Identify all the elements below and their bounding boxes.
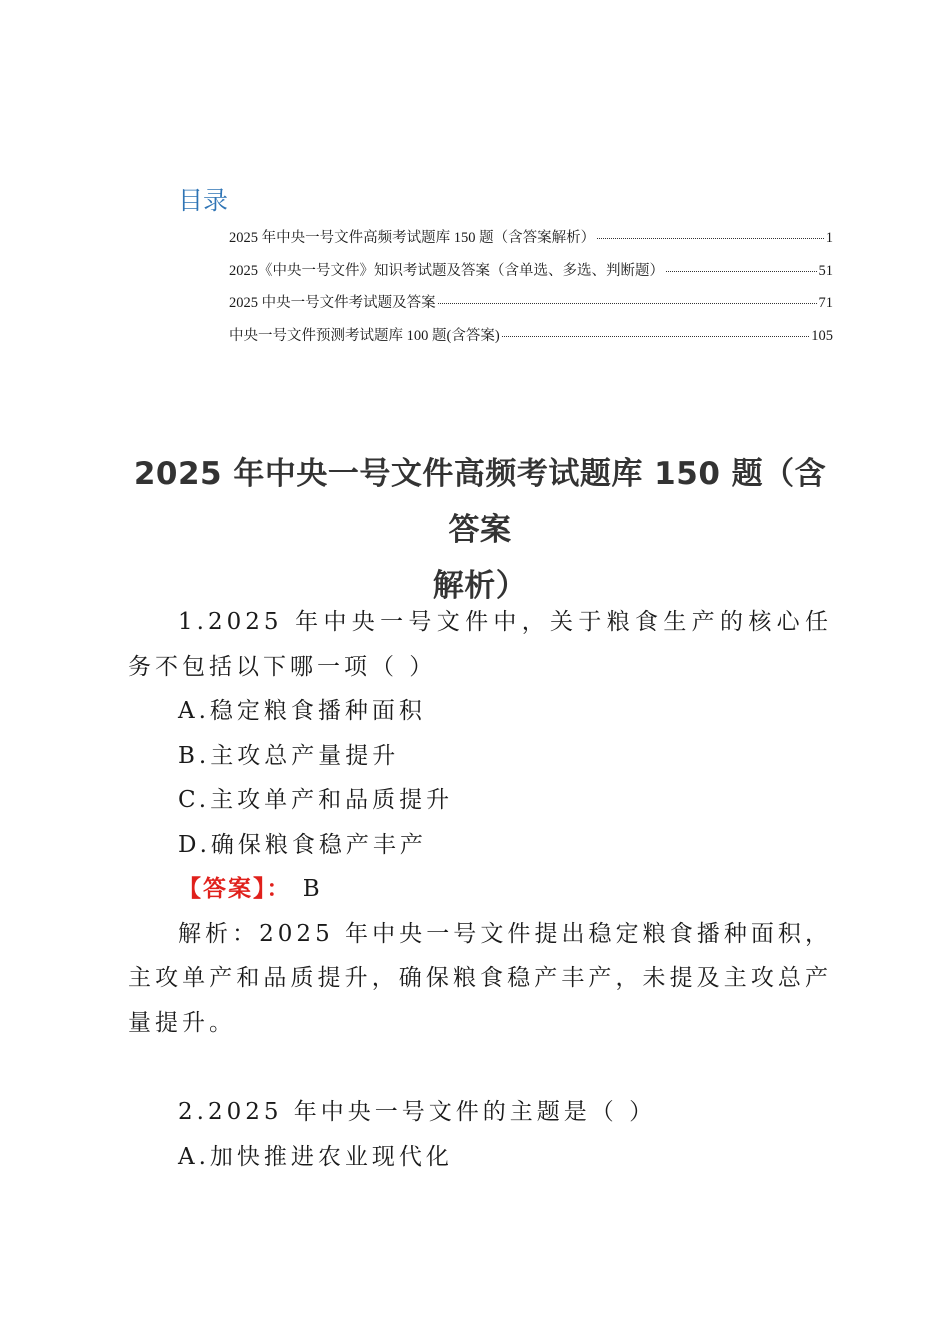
question-stem: 2.2025 年中央一号文件的主题是（ ） — [178, 1099, 657, 1125]
question-stem: 1.2025 年中央一号文件中，关于粮食生产的核心任务不包括以下哪一项（ ） — [128, 609, 832, 680]
table-of-contents — [229, 226, 833, 356]
document-title-line-1: 2025 年中央一号文件高频考试题库 150 题（含答案 — [133, 456, 827, 548]
question-option-b: B.主攻总产量提升 — [178, 742, 400, 769]
answer-value: B — [291, 876, 324, 902]
toc-entry-title: 中央一号文件预测考试题库 100 题(含答案) — [229, 327, 500, 344]
document-title — [120, 446, 840, 614]
toc-entry-title: 2025 中央一号文件考试题及答案 — [229, 295, 436, 311]
document-title-line-2: 解析） — [432, 568, 528, 604]
toc-entry-title: 2025 年中央一号文件高频考试题库 150 题（含答案解析） — [229, 230, 596, 246]
answer-line — [128, 867, 832, 912]
answer-label: 【答案】： — [178, 875, 292, 902]
question-option-a: A.稳定粮食播种面积 — [178, 698, 426, 724]
toc-leader-dots — [597, 238, 824, 239]
toc-entry-page: 1 — [825, 230, 833, 246]
question-option-d: D.确保粮食稳产丰产 — [178, 831, 427, 858]
toc-entry[interactable] — [229, 291, 833, 324]
toc-entry-page: 51 — [818, 262, 833, 279]
toc-entry-title: 2025《中央一号文件》知识考试题及答案（含单选、多选、判断题） — [229, 262, 664, 279]
question-block-2 — [128, 1090, 832, 1179]
toc-entry[interactable] — [229, 259, 833, 292]
question-option-c: C.主攻单产和品质提升 — [178, 787, 454, 813]
toc-leader-dots — [502, 336, 810, 337]
toc-entry[interactable] — [229, 324, 833, 357]
toc-leader-dots — [666, 271, 817, 272]
toc-entry[interactable] — [229, 226, 833, 259]
answer-explanation: 解析：2025 年中央一号文件提出稳定粮食播种面积，主攻单产和品质提升，确保粮食稳产丰产，未提及主攻总产量提升。 — [128, 920, 832, 1036]
question-block-1 — [128, 600, 832, 1045]
toc-leader-dots — [438, 303, 817, 304]
toc-entry-page: 105 — [811, 327, 833, 344]
toc-entry-page: 71 — [818, 295, 833, 311]
toc-heading: 目录 — [178, 186, 229, 215]
question-option-a: A.加快推进农业现代化 — [178, 1143, 453, 1170]
